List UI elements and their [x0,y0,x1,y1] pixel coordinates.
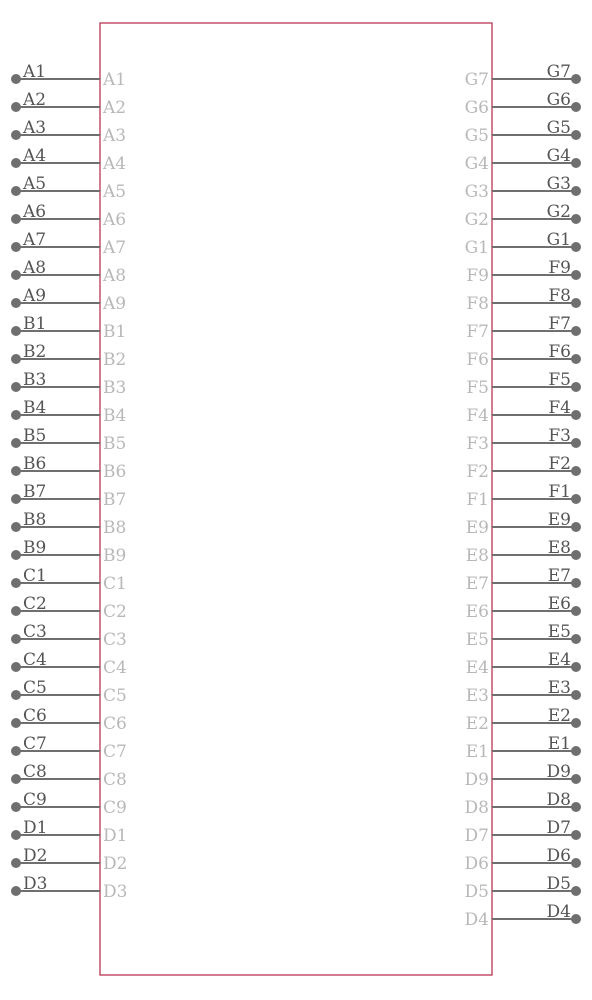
pin-connection-dot[interactable] [571,438,581,448]
pin-name-label: A2 [103,98,127,118]
pin-name-label: C2 [103,602,127,622]
pin-connection-dot[interactable] [571,410,581,420]
component-body [100,23,492,975]
pin-name-label: G6 [464,98,489,118]
pin-connection-dot[interactable] [571,578,581,588]
pin-name-label: C7 [103,742,127,762]
pin-connection-dot[interactable] [11,662,21,672]
pin-name-label: C6 [103,714,127,734]
pin-connection-dot[interactable] [571,270,581,280]
pin-name-label: E5 [465,630,489,650]
pin-number-label: A6 [23,202,47,222]
pin-connection-dot[interactable] [11,326,21,336]
pin-name-label: G4 [464,154,489,174]
pin-name-label: C5 [103,686,127,706]
pin-number-label: E7 [547,566,571,586]
pin-name-label: A3 [103,126,127,146]
pin-name-label: A5 [103,182,127,202]
pin-name-label: F3 [466,434,489,454]
pin-name-label: F9 [466,266,489,286]
pin-number-label: B1 [23,314,47,334]
pin-connection-dot[interactable] [11,578,21,588]
pin-connection-dot[interactable] [571,550,581,560]
pin-number-label: E3 [547,678,571,698]
pin-name-label: A4 [103,154,127,174]
pin-name-label: B3 [103,378,127,398]
pin-number-label: A4 [23,146,47,166]
pin-number-label: D3 [23,874,48,894]
pin-connection-dot[interactable] [11,802,21,812]
pin-number-label: F8 [548,286,571,306]
pin-name-label: A9 [103,294,127,314]
pin-number-label: G1 [546,230,571,250]
pin-name-label: C9 [103,798,127,818]
pin-name-label: E9 [465,518,489,538]
pin-name-label: F8 [466,294,489,314]
pin-number-label: F2 [548,454,571,474]
pin-number-label: E8 [547,538,571,558]
pin-connection-dot[interactable] [571,858,581,868]
pin-name-label: A6 [103,210,127,230]
pin-number-label: B6 [23,454,47,474]
pin-connection-dot[interactable] [571,886,581,896]
pin-name-label: D2 [103,854,128,874]
pin-name-label: B6 [103,462,127,482]
pin-connection-dot[interactable] [11,354,21,364]
pin-connection-dot[interactable] [571,102,581,112]
pin-connection-dot[interactable] [11,746,21,756]
pin-connection-dot[interactable] [11,242,21,252]
pin-name-label: G5 [464,126,489,146]
pin-connection-dot[interactable] [571,634,581,644]
pin-connection-dot[interactable] [11,186,21,196]
pin-connection-dot[interactable] [571,774,581,784]
pin-number-label: E5 [547,622,571,642]
pin-connection-dot[interactable] [11,158,21,168]
pin-number-label: D4 [546,902,571,922]
pin-connection-dot[interactable] [571,830,581,840]
pin-connection-dot[interactable] [571,130,581,140]
pin-number-label: F1 [548,482,571,502]
pin-number-label: B8 [23,510,47,530]
pin-number-label: B3 [23,370,47,390]
pin-connection-dot[interactable] [571,158,581,168]
pin-connection-dot[interactable] [11,830,21,840]
pin-number-label: C2 [23,594,47,614]
pin-number-label: D8 [546,790,571,810]
pin-name-label: B8 [103,518,127,538]
pin-connection-dot[interactable] [571,186,581,196]
pin-number-label: A3 [23,118,47,138]
pin-number-label: F9 [548,258,571,278]
pin-name-label: C1 [103,574,127,594]
pin-connection-dot[interactable] [11,774,21,784]
pin-name-label: D1 [103,826,128,846]
pin-name-label: B7 [103,490,127,510]
pin-name-label: F2 [466,462,489,482]
pin-connection-dot[interactable] [571,662,581,672]
pin-number-label: E4 [547,650,571,670]
pin-name-label: D3 [103,882,128,902]
pin-connection-dot[interactable] [571,74,581,84]
pin-number-label: C9 [23,790,47,810]
pin-name-label: B1 [103,322,127,342]
pin-name-label: F7 [466,322,489,342]
pin-number-label: G2 [546,202,571,222]
pin-name-label: F1 [466,490,489,510]
pin-number-label: A7 [23,230,47,250]
pin-number-label: F4 [548,398,571,418]
pin-connection-dot[interactable] [11,522,21,532]
pin-name-label: A7 [103,238,127,258]
pin-name-label: C8 [103,770,127,790]
pin-number-label: F7 [548,314,571,334]
pin-name-label: B5 [103,434,127,454]
pin-connection-dot[interactable] [571,914,581,924]
pin-number-label: G7 [546,62,571,82]
pin-connection-dot[interactable] [571,242,581,252]
pin-connection-dot[interactable] [11,74,21,84]
pin-number-label: G6 [546,90,571,110]
pin-number-label: F6 [548,342,571,362]
pin-number-label: C3 [23,622,47,642]
pin-connection-dot[interactable] [571,494,581,504]
pin-number-label: A9 [23,286,47,306]
pin-number-label: D6 [546,846,571,866]
pin-name-label: D7 [464,826,489,846]
pin-connection-dot[interactable] [11,382,21,392]
pin-name-label: A1 [103,70,127,90]
pin-connection-dot[interactable] [11,550,21,560]
pin-connection-dot[interactable] [11,494,21,504]
pin-name-label: D8 [464,798,489,818]
pin-number-label: B7 [23,482,47,502]
pin-connection-dot[interactable] [571,382,581,392]
pin-connection-dot[interactable] [11,214,21,224]
pin-number-label: C7 [23,734,47,754]
pin-number-label: B5 [23,426,47,446]
pin-number-label: G3 [546,174,571,194]
pin-name-label: D4 [464,910,489,930]
pin-name-label: E6 [465,602,489,622]
pin-name-label: C3 [103,630,127,650]
pin-number-label: E2 [547,706,571,726]
pin-number-label: E6 [547,594,571,614]
pin-name-label: E3 [465,686,489,706]
pin-number-label: D7 [546,818,571,838]
pin-number-label: A2 [23,90,47,110]
pin-number-label: E1 [547,734,571,754]
pin-connection-dot[interactable] [571,746,581,756]
pin-number-label: G4 [546,146,571,166]
pin-number-label: D1 [23,818,48,838]
pin-name-label: B2 [103,350,127,370]
pin-number-label: D2 [23,846,48,866]
pin-name-label: E7 [465,574,489,594]
pin-name-label: G3 [464,182,489,202]
pin-number-label: F3 [548,426,571,446]
pin-connection-dot[interactable] [571,466,581,476]
pin-name-label: G1 [464,238,489,258]
pin-number-label: A1 [23,62,47,82]
pin-connection-dot[interactable] [11,718,21,728]
pin-connection-dot[interactable] [11,270,21,280]
pin-name-label: G7 [464,70,489,90]
pin-name-label: G2 [464,210,489,230]
pin-name-label: F6 [466,350,489,370]
pin-name-label: F4 [466,406,489,426]
pin-name-label: C4 [103,658,127,678]
pin-connection-dot[interactable] [11,438,21,448]
pin-connection-dot[interactable] [11,410,21,420]
pin-connection-dot[interactable] [11,634,21,644]
pin-name-label: E4 [465,658,489,678]
pin-number-label: C1 [23,566,47,586]
pin-connection-dot[interactable] [11,466,21,476]
pin-number-label: C5 [23,678,47,698]
pin-name-label: D6 [464,854,489,874]
pin-name-label: D5 [464,882,489,902]
pin-connection-dot[interactable] [11,102,21,112]
pin-name-label: D9 [464,770,489,790]
pin-connection-dot[interactable] [11,886,21,896]
pin-number-label: D5 [546,874,571,894]
pin-number-label: G5 [546,118,571,138]
pin-connection-dot[interactable] [11,130,21,140]
pin-name-label: E2 [465,714,489,734]
pin-connection-dot[interactable] [571,326,581,336]
pin-connection-dot[interactable] [11,298,21,308]
pin-number-label: D9 [546,762,571,782]
pin-name-label: B4 [103,406,127,426]
pin-name-label: F5 [466,378,489,398]
pin-number-label: C6 [23,706,47,726]
pin-name-label: B9 [103,546,127,566]
pin-connection-dot[interactable] [571,690,581,700]
pin-connection-dot[interactable] [571,606,581,616]
pin-number-label: A8 [23,258,47,278]
pin-connection-dot[interactable] [571,298,581,308]
pin-connection-dot[interactable] [571,802,581,812]
pin-number-label: B9 [23,538,47,558]
pin-connection-dot[interactable] [571,214,581,224]
pin-connection-dot[interactable] [11,606,21,616]
pin-number-label: A5 [23,174,47,194]
pin-number-label: B2 [23,342,47,362]
pin-number-label: F5 [548,370,571,390]
pin-number-label: C8 [23,762,47,782]
pin-connection-dot[interactable] [571,522,581,532]
right-pin-group [465,62,581,930]
pin-name-label: A8 [103,266,127,286]
pin-number-label: C4 [23,650,47,670]
pin-name-label: E8 [465,546,489,566]
pin-number-label: E9 [547,510,571,530]
pin-connection-dot[interactable] [11,690,21,700]
pin-connection-dot[interactable] [571,354,581,364]
pin-number-label: B4 [23,398,47,418]
pin-name-label: E1 [465,742,489,762]
pin-connection-dot[interactable] [571,718,581,728]
pin-connection-dot[interactable] [11,858,21,868]
